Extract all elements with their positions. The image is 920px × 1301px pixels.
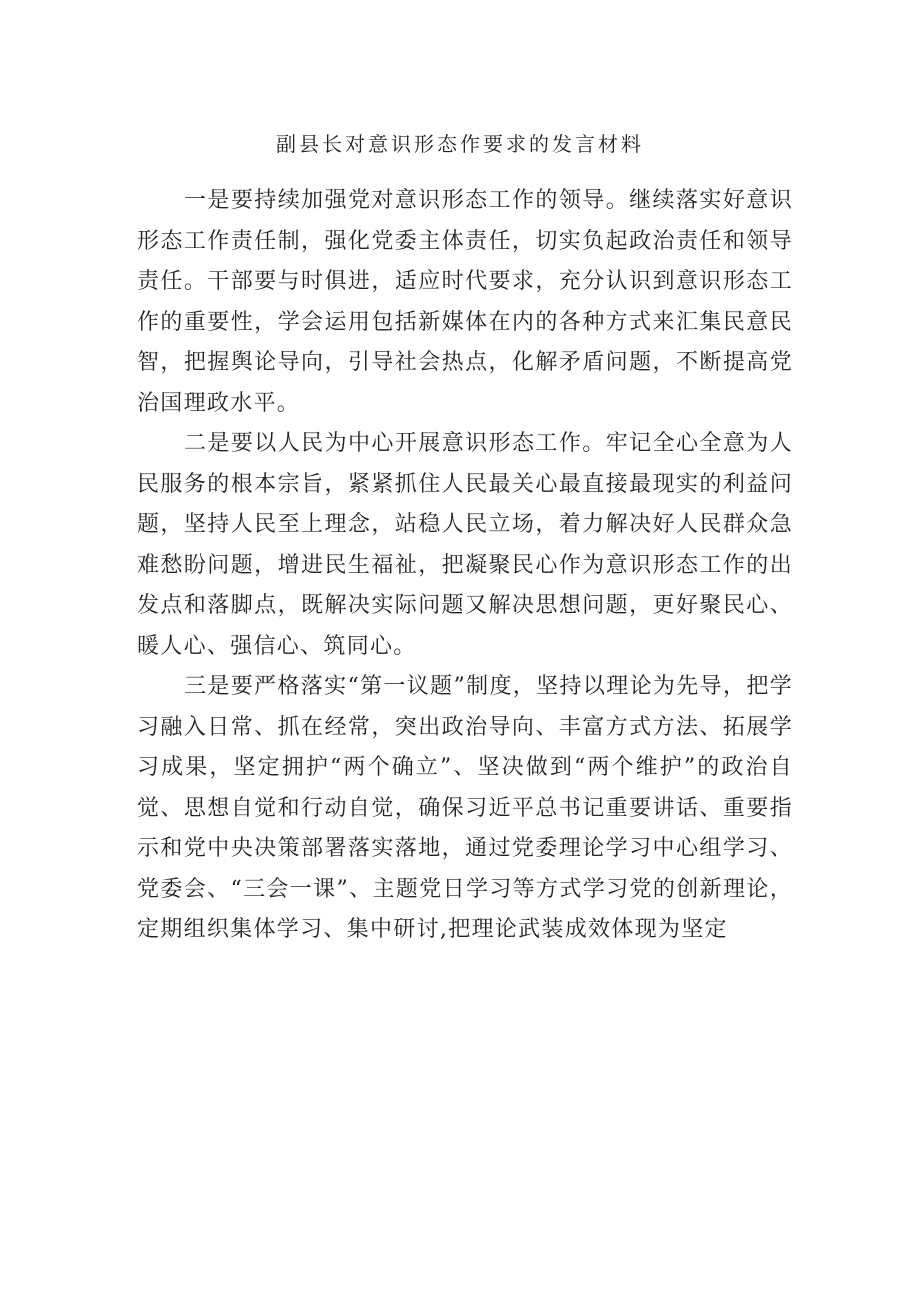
document-body [137,181,793,951]
paragraph-2: 二是要以人民为中心开展意识形态工作。牢记全心全意为人民服务的根本宗旨，紧紧抓住人民最关心最直接最现实的利益问题，坚持人民至上理念，站稳人民立场，着力解决好人民群众急难愁盼问题，增进民生福祉，把凝聚民心作为意识形态工作的出发点和落脚点，既解决实际问题又解决思想问题，更好聚民心、暖人心、强信心、筑同心。 [137,431,793,659]
paragraph-3: 三是要严格落实“第一议题”制度，坚持以理论为先导，把学习融入日常、抓在经常，突出政治导向、丰富方式方法、拓展学习成果，坚定拥护“两个确立”、坚决做到“两个维护”的政治自觉、思想自觉和行动自觉，确保习近平总书记重要讲话、重要指示和党中央决策部署落实落地，通过党委理论学习中心组学习、党委会、“三会一课”、主题党日学习等方式学习党的创新理论，定期组织集体学习、集中研讨,把理论武装成效体现为坚定 [137,674,793,942]
document-title: 副县长对意识形态作要求的发言材料 [276,132,644,156]
page-bottom-margin [0,1120,920,1301]
paragraph-1: 一是要持续加强党对意识形态工作的领导。继续落实好意识形态工作责任制，强化党委主体责任，切实负起政治责任和领导责任。干部要与时俱进，适应时代要求，充分认识到意识形态工作的重要性，学会运用包括新媒体在内的各种方式来汇集民意民智，把握舆论导向，引导社会热点，化解矛盾问题，不断提高党治国理政水平。 [137,188,793,416]
